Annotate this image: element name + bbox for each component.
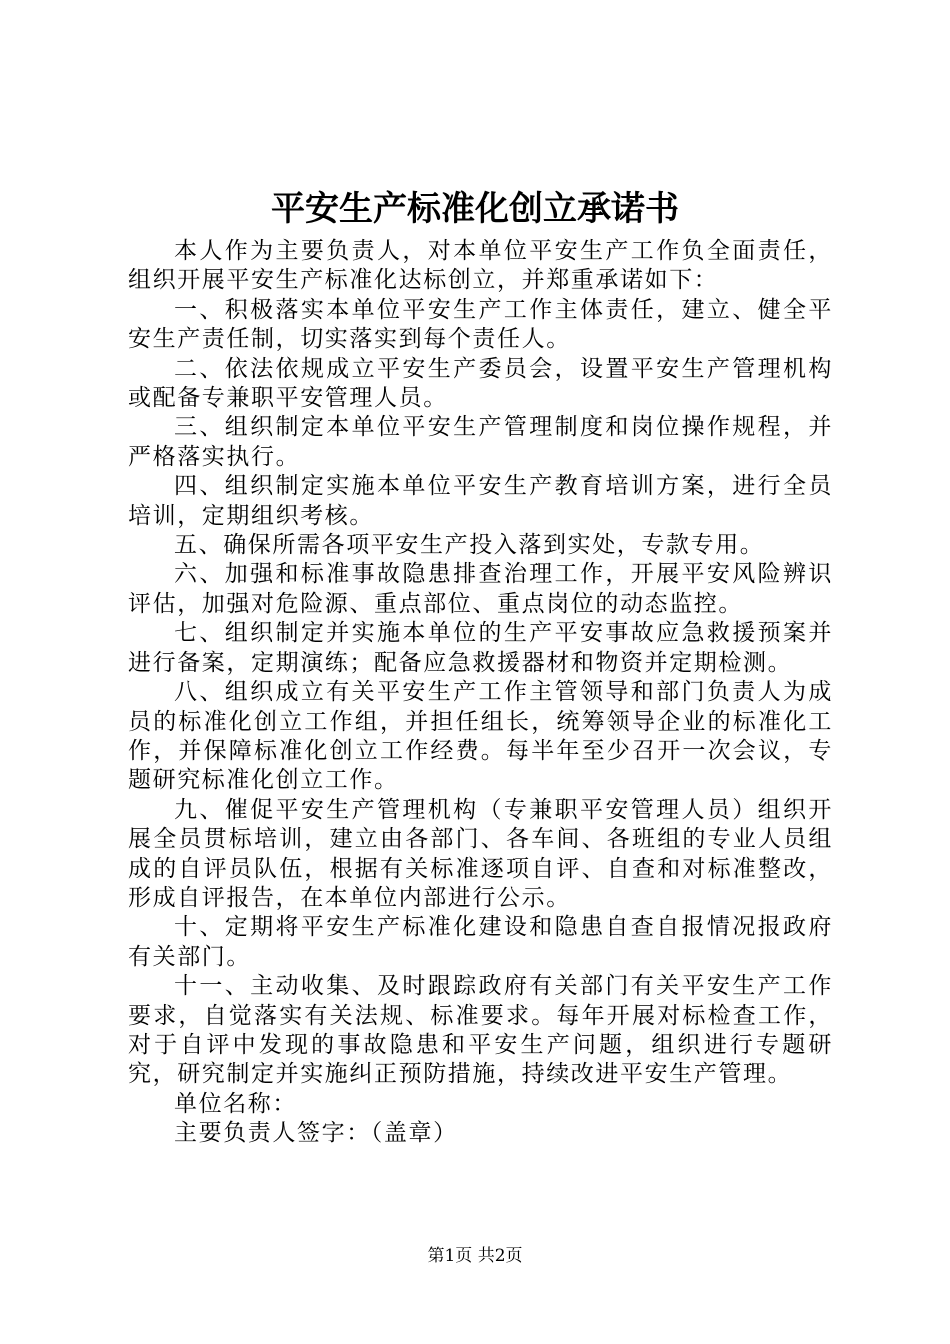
commitment-item-5: 五、确保所需各项平安生产投入落到实处，专款专用。 xyxy=(174,532,765,559)
commitment-item-2: 二、依法依规成立平安生产委员会，设置平安生产管理机构或配备专兼职平安管理人员。 xyxy=(128,355,833,412)
document-title: 平安生产标准化创立承诺书 xyxy=(271,189,679,229)
commitment-item-1: 一、积极落实本单位平安生产工作主体责任，建立、健全平安生产责任制，切实落实到每个责任人。 xyxy=(128,296,833,353)
commitment-item-4: 四、组织制定实施本单位平安生产教育培训方案，进行全员培训，定期组织考核。 xyxy=(128,473,833,529)
page-indicator: 第1页 共2页 xyxy=(427,1246,523,1266)
commitment-item-8: 八、组织成立有关平安生产工作主管领导和部门负责人为成员的标准化创立工作组，并担任组长，统筹领导企业的标准化工作，并保障标准化创立工作经费。每半年至少召开一次会议，专题研究标准化创立工作。 xyxy=(128,679,833,794)
unit-name-label: 单位名称： xyxy=(174,1090,297,1117)
commitment-item-3: 三、组织制定本单位平安生产管理制度和岗位操作规程，并严格落实执行。 xyxy=(128,414,833,470)
commitment-item-6: 六、加强和标准事故隐患排查治理工作，开展平安风险辨识评估，加强对危险源、重点部位、重点岗位的动态监控。 xyxy=(128,561,833,617)
intro-paragraph: 本人作为主要负责人，对本单位平安生产工作负全面责任，组织开展平安生产标准化达标创立，并郑重承诺如下： xyxy=(128,238,833,294)
commitment-item-9: 九、催促平安生产管理机构（专兼职平安管理人员）组织开展全员贯标培训，建立由各部门、各车间、各班组的专业人员组成的自评员队伍，根据有关标准逐项自评、自查和对标准整改，形成自评报告，在本单位内部进行公示。 xyxy=(128,796,833,911)
commitment-item-10: 十、定期将平安生产标准化建设和隐患自查自报情况报政府有关部门。 xyxy=(128,914,833,970)
document-body xyxy=(128,237,833,1149)
commitment-item-7: 七、组织制定并实施本单位的生产平安事故应急救援预案并进行备案，定期演练；配备应急救援器材和物资并定期检测。 xyxy=(128,620,833,676)
signature-label: 主要负责人签字：（盖章） xyxy=(174,1120,458,1147)
commitment-item-11: 十一、主动收集、及时跟踪政府有关部门有关平安生产工作要求，自觉落实有关法规、标准要求。每年开展对标检查工作，对于自评中发现的事故隐患和平安生产问题，组织进行专题研究，研究制定并实施纠正预防措施，持续改进平安生产管理。 xyxy=(128,973,833,1088)
